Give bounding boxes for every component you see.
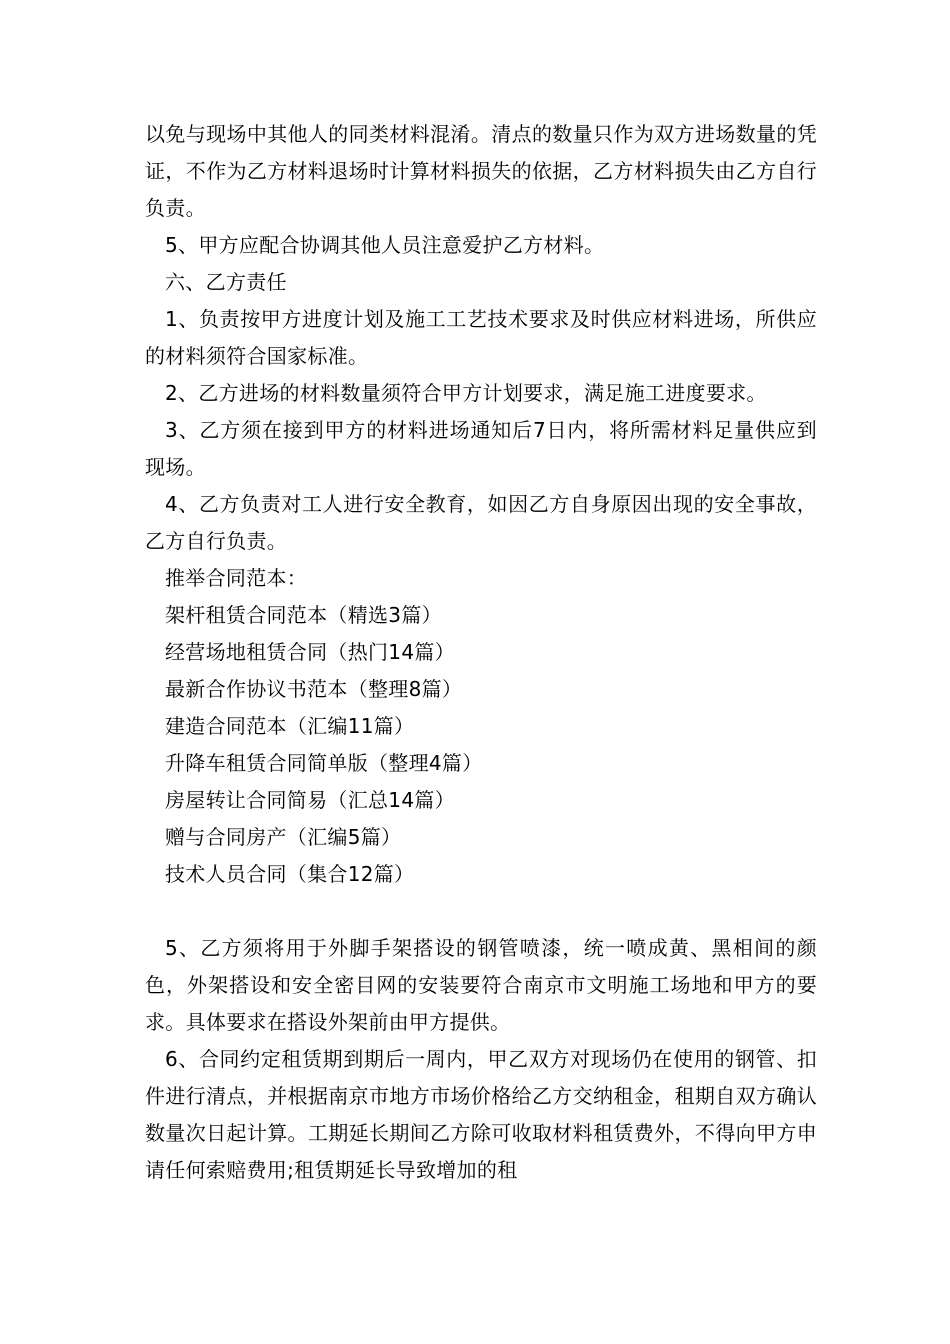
recommend-link[interactable]: 升降车租赁合同简单版（整理4篇） bbox=[165, 751, 483, 775]
paragraph-clause-1: 1、负责按甲方进度计划及施工工艺技术要求及时供应材料进场，所供应的材料须符合国家标准。 bbox=[145, 307, 817, 368]
recommend-link[interactable]: 经营场地租赁合同（热门14篇） bbox=[165, 640, 455, 664]
recommend-link[interactable]: 架杆租赁合同范本（精选3篇） bbox=[165, 603, 442, 627]
paragraph-clause-2: 2、乙方进场的材料数量须符合甲方计划要求，满足施工进度要求。 bbox=[165, 381, 767, 405]
recommend-link[interactable]: 赠与合同房产（汇编5篇） bbox=[165, 825, 402, 849]
document-body bbox=[145, 116, 817, 1189]
paragraph-clause-6: 6、合同约定租赁期到期后一周内，甲乙双方对现场仍在使用的钢管、扣件进行清点，并根据南京市地方市场价格给乙方交纳租金，租期自双方确认数量次日起计算。工期延长期间乙方除可收取材料租赁费外，不得向甲方申请任何索赔费用;租赁期延长导致增加的租 bbox=[145, 1047, 817, 1182]
recommend-link[interactable]: 房屋转让合同简易（汇总14篇） bbox=[165, 788, 455, 812]
recommend-link[interactable]: 最新合作协议书范本（整理8篇） bbox=[165, 677, 463, 701]
paragraph-clause-5-party-a: 5、甲方应配合协调其他人员注意爱护乙方材料。 bbox=[165, 233, 605, 257]
spacer bbox=[145, 893, 817, 930]
section-heading-party-b-duties: 六、乙方责任 bbox=[165, 270, 287, 294]
paragraph-clause-3: 3、乙方须在接到甲方的材料进场通知后7日内，将所需材料足量供应到现场。 bbox=[145, 418, 817, 479]
paragraph-continuation: 以免与现场中其他人的同类材料混淆。清点的数量只作为双方进场数量的凭证，不作为乙方材料退场时计算材料损失的依据，乙方材料损失由乙方自行负责。 bbox=[145, 122, 817, 220]
recommend-link[interactable]: 技术人员合同（集合12篇） bbox=[165, 862, 415, 886]
recommend-link[interactable]: 建造合同范本（汇编11篇） bbox=[165, 714, 415, 738]
paragraph-clause-5-party-b: 5、乙方须将用于外脚手架搭设的钢管喷漆，统一喷成黄、黑相间的颜色，外架搭设和安全密目网的安装要符合南京市文明施工场地和甲方的要求。具体要求在搭设外架前由甲方提供。 bbox=[145, 936, 817, 1034]
recommend-heading: 推举合同范本： bbox=[165, 566, 308, 590]
paragraph-clause-4: 4、乙方负责对工人进行安全教育，如因乙方自身原因出现的安全事故，乙方自行负责。 bbox=[145, 492, 817, 553]
